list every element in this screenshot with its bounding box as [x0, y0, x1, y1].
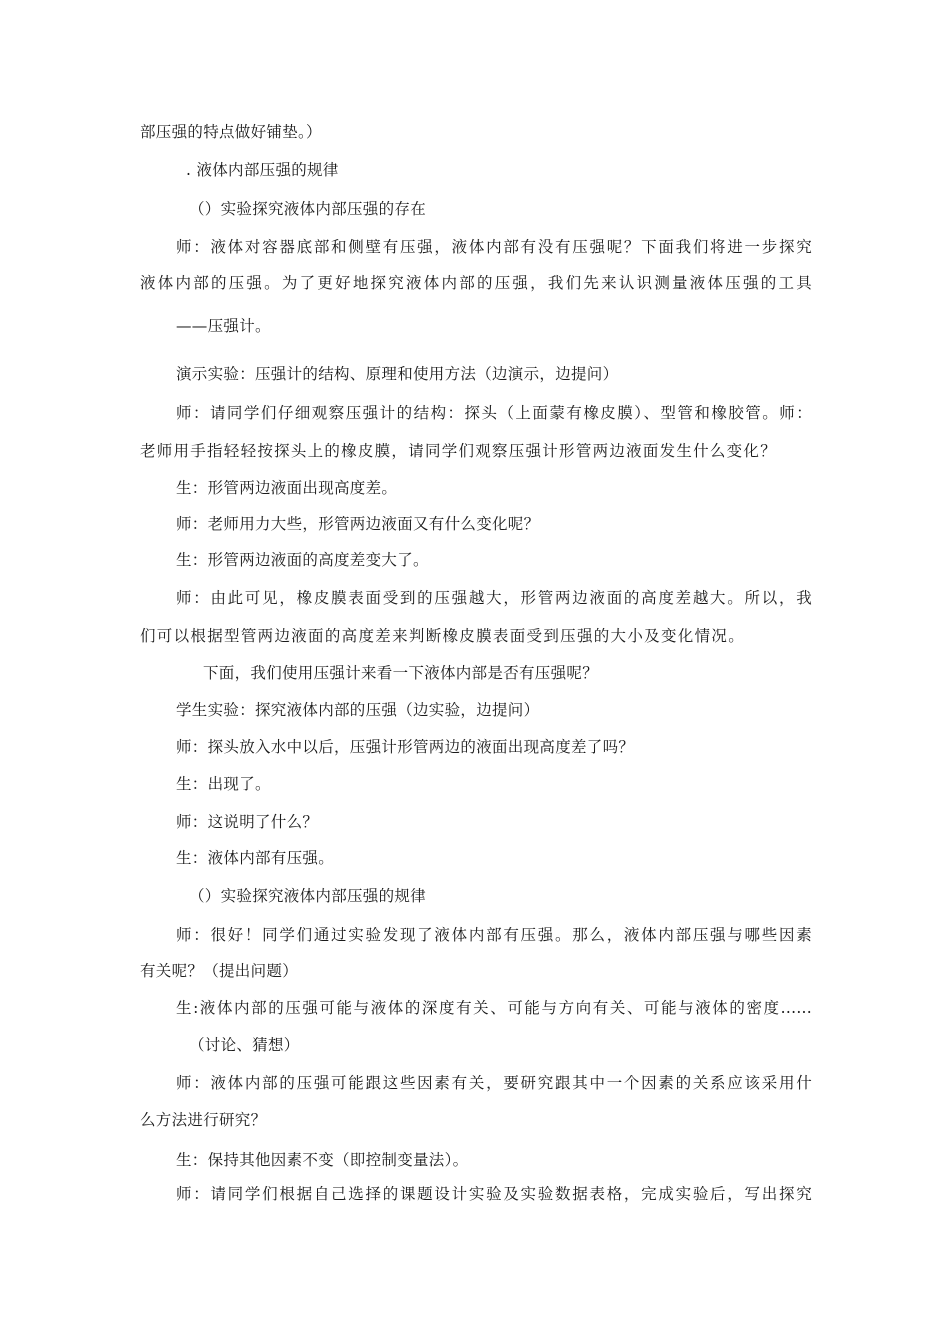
- text-line: 生：保持其他因素不变（即控制变量法）。: [176, 1151, 469, 1169]
- text-line: 们可以根据型管两边液面的高度差来判断橡皮膜表面受到压强的大小及变化情况。: [140, 627, 744, 645]
- text-line: 师：很好！同学们通过实验发现了液体内部有压强。那么，液体内部压强与哪些因素: [176, 926, 812, 944]
- text-line: 师：探头放入水中以后，压强计形管两边的液面出现高度差了吗？: [176, 738, 635, 756]
- text-line: 师：老师用力大些，形管两边液面又有什么变化呢？: [176, 515, 540, 533]
- section-heading: . 液体内部压强的规律: [186, 161, 339, 179]
- text-line: ——压强计。: [176, 317, 271, 335]
- text-line: 师：由此可见，橡皮膜表面受到的压强越大，形管两边液面的高度差越大。所以，我: [176, 589, 812, 607]
- text-line: 下面，我们使用压强计来看一下液体内部是否有压强呢？: [203, 664, 599, 682]
- text-line: 有关呢？（提出问题）: [140, 962, 299, 980]
- text-line: 生：形管两边液面的高度差变大了。: [176, 551, 429, 569]
- text-line: 老师用手指轻轻按探头上的橡皮膜，请同学们观察压强计形管两边液面发生什么变化？: [140, 442, 776, 460]
- text-line: 师：请同学们仔细观察压强计的结构：探头（上面蒙有橡皮膜）、型管和橡胶管。师：: [176, 404, 812, 422]
- text-line: 师：这说明了什么？: [176, 813, 319, 831]
- text-line: 液体内部的压强。为了更好地探究液体内部的压强，我们先来认识测量液体压强的工具: [140, 274, 812, 292]
- text-line: 部压强的特点做好铺垫。）: [140, 123, 322, 141]
- text-line: 学生实验：探究液体内部的压强（边实验，边提问）: [176, 701, 540, 719]
- text-line: （讨论、猜想）: [189, 1036, 300, 1054]
- text-line: 生：出现了。: [176, 775, 271, 793]
- text-line: 师：请同学们根据自己选择的课题设计实验及实验数据表格，完成实验后，写出探究: [176, 1185, 812, 1203]
- text-line: 师：液体对容器底部和侧壁有压强，液体内部有没有压强呢？下面我们将进一步探究: [176, 238, 812, 256]
- text-line: 生：液体内部有压强。: [176, 849, 335, 867]
- text-line: 么方法进行研究？: [140, 1111, 267, 1129]
- text-line: 演示实验：压强计的结构、原理和使用方法（边演示，边提问）: [176, 365, 619, 383]
- text-line: 师：液体内部的压强可能跟这些因素有关，要研究跟其中一个因素的关系应该采用什: [176, 1074, 812, 1092]
- text-line: 生：形管两边液面出现高度差。: [176, 479, 398, 497]
- subsection-heading: （）实验探究液体内部压强的规律: [189, 887, 427, 905]
- subsection-heading: （）实验探究液体内部压强的存在: [189, 200, 427, 218]
- text-line: 生:液体内部的压强可能与液体的深度有关、可能与方向有关、可能与液体的密度......: [176, 999, 812, 1017]
